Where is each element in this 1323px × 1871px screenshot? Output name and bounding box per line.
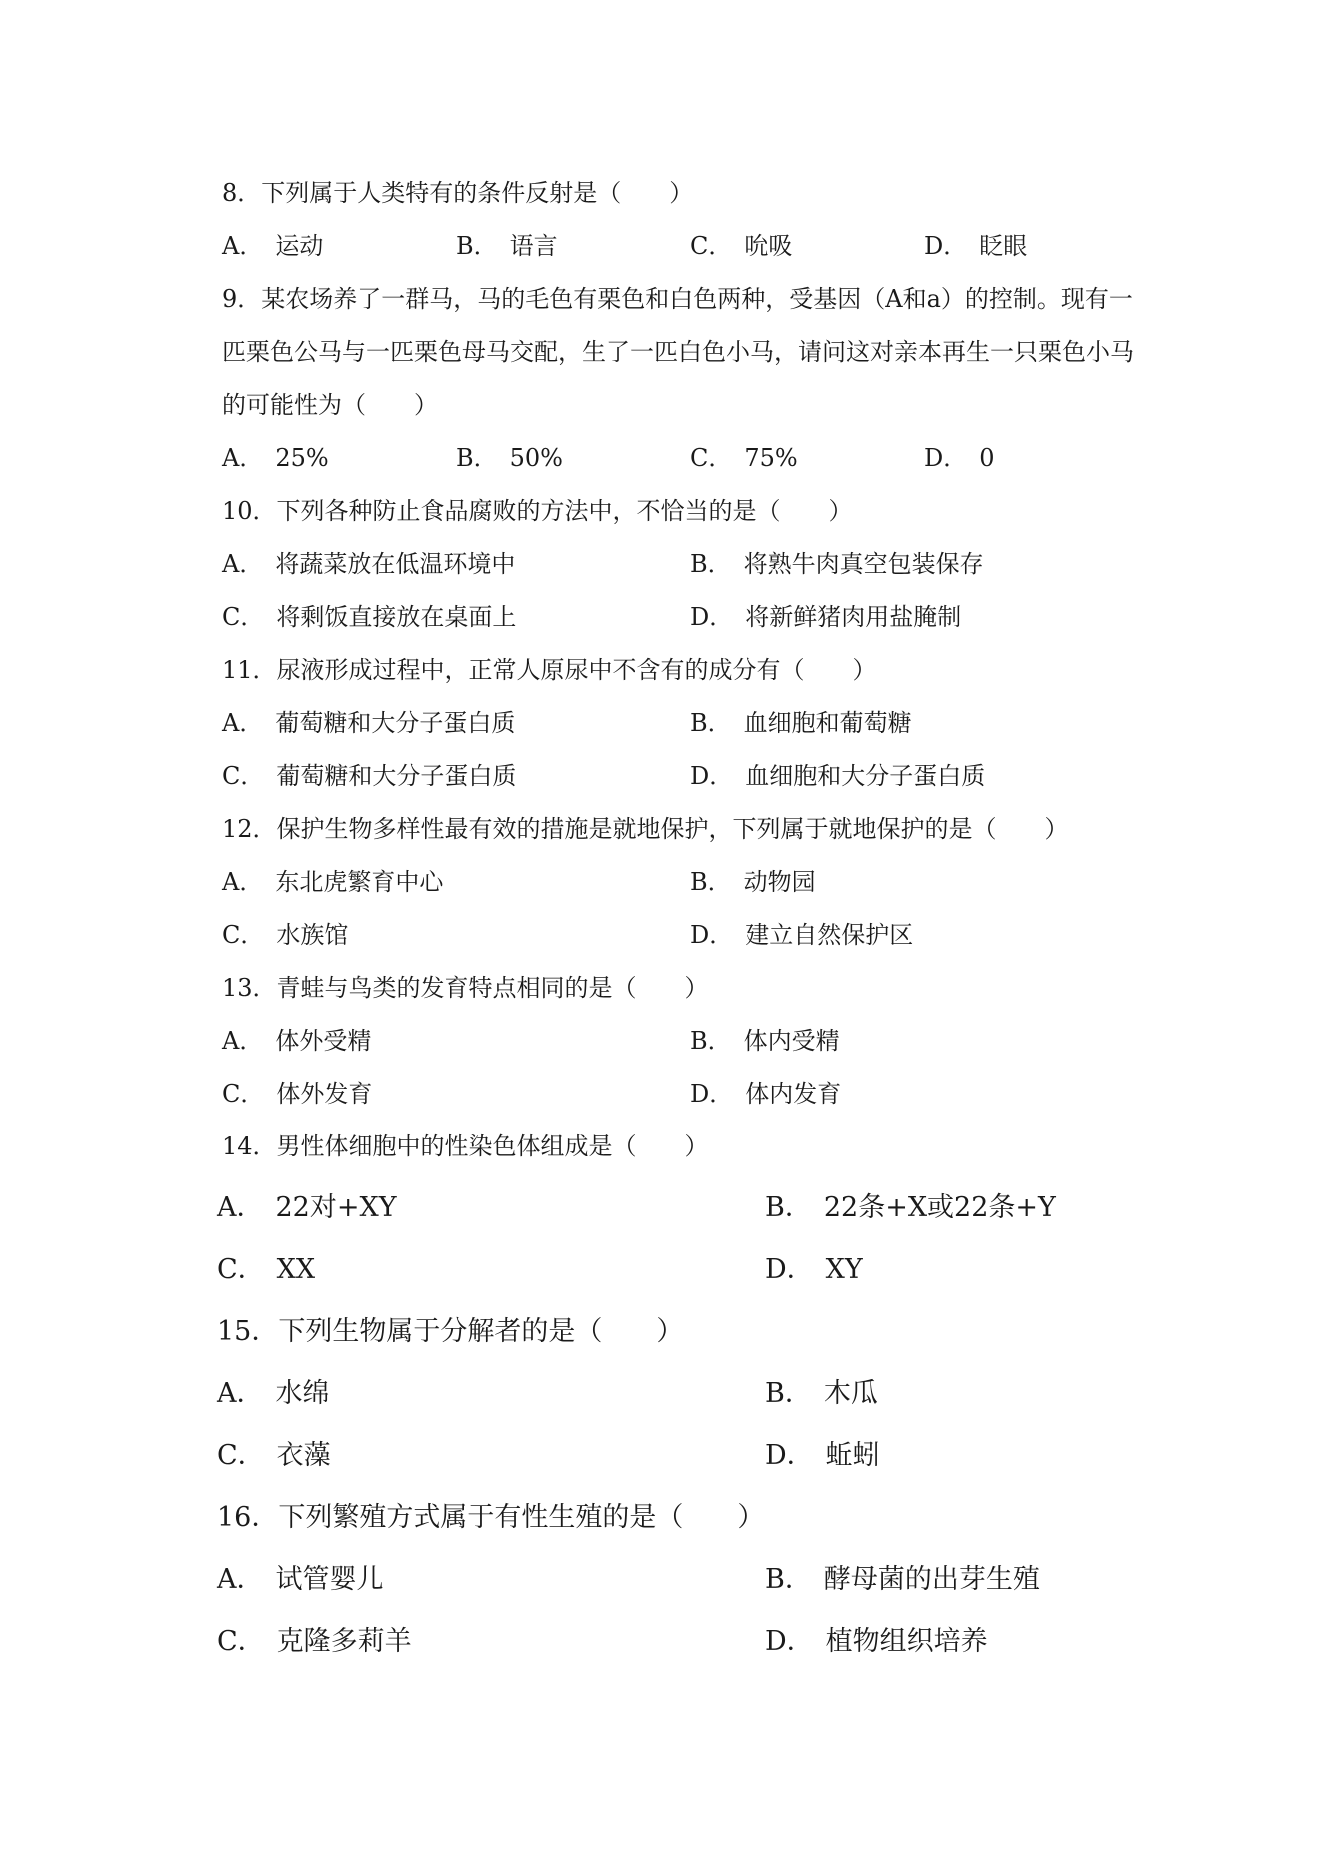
question-14-stem: 14．男性体细胞中的性染色体组成是（ ）: [222, 1132, 709, 1160]
option-letter: C．: [222, 1080, 265, 1108]
option-text: 建立自然保护区: [745, 921, 914, 949]
option-letter: B．: [690, 709, 732, 737]
option-text: 葡萄糖和大分子蛋白质: [275, 709, 516, 737]
option-text: 将剩饭直接放在桌面上: [276, 603, 517, 631]
option-text: 将蔬菜放在低温环境中: [275, 550, 516, 578]
question-9-stem-line-1: 9．某农场养了一群马，马的毛色有栗色和白色两种，受基因（A和a）的控制。现有一: [222, 285, 1133, 313]
option-letter: B．: [765, 1192, 812, 1223]
option-text: 体内发育: [745, 1080, 842, 1108]
option-letter: B．: [765, 1564, 812, 1595]
option-letter: B．: [690, 868, 732, 896]
option-letter: C．: [222, 762, 265, 790]
option-letter: D．: [690, 603, 734, 631]
option-text: 50%: [509, 444, 563, 472]
option-letter: D．: [690, 762, 734, 790]
option-text: 将熟牛肉真空包装保存: [743, 550, 984, 578]
question-9-stem-line-2: 匹栗色公马与一匹栗色母马交配，生了一匹白色小马，请问这对亲本再生一只栗色小马: [222, 338, 1134, 366]
option-letter: A．: [222, 868, 264, 896]
option-text: XX: [276, 1254, 316, 1285]
option-letter: A．: [222, 232, 264, 260]
option-letter: C．: [690, 232, 733, 260]
option-text: 将新鲜猪肉用盐腌制: [745, 603, 962, 631]
option-letter: D．: [765, 1440, 814, 1471]
option-text: 吮吸: [744, 232, 793, 260]
option-text: 血细胞和葡萄糖: [743, 709, 912, 737]
option-letter: A．: [217, 1378, 264, 1409]
option-letter: A．: [217, 1192, 264, 1223]
option-letter: D．: [765, 1626, 814, 1657]
option-text: 东北虎繁育中心: [275, 868, 444, 896]
option-letter: A．: [217, 1564, 264, 1595]
option-letter: C．: [217, 1440, 265, 1471]
option-text: 酵母菌的出芽生殖: [823, 1564, 1040, 1595]
option-text: 木瓜: [823, 1378, 878, 1409]
option-text: 75%: [744, 444, 798, 472]
option-text: 水绵: [275, 1378, 330, 1409]
option-text: XY: [825, 1254, 863, 1285]
option-text: 运动: [275, 232, 324, 260]
option-text: 克隆多莉羊: [276, 1626, 412, 1657]
option-text: 体外发育: [276, 1080, 373, 1108]
option-text: 血细胞和大分子蛋白质: [745, 762, 986, 790]
option-letter: C．: [222, 921, 265, 949]
option-letter: D．: [690, 921, 734, 949]
option-letter: B．: [765, 1378, 812, 1409]
option-text: 语言: [509, 232, 558, 260]
question-15-stem: 15．下列生物属于分解者的是（ ）: [217, 1316, 684, 1347]
question-16-stem: 16．下列繁殖方式属于有性生殖的是（ ）: [217, 1502, 765, 1533]
option-text: 眨眼: [979, 232, 1028, 260]
question-11-stem: 11．尿液形成过程中，正常人原尿中不含有的成分有（ ）: [222, 656, 877, 684]
option-text: 试管婴儿: [275, 1564, 384, 1595]
option-letter: C．: [217, 1626, 265, 1657]
option-letter: A．: [222, 1027, 264, 1055]
option-letter: A．: [222, 444, 264, 472]
option-letter: B．: [456, 444, 498, 472]
option-text: 动物园: [743, 868, 816, 896]
option-letter: D．: [690, 1080, 734, 1108]
option-text: 体外受精: [275, 1027, 372, 1055]
option-letter: B．: [690, 1027, 732, 1055]
question-13-stem: 13．青蛙与鸟类的发育特点相同的是（ ）: [222, 974, 709, 1002]
option-text: 水族馆: [276, 921, 349, 949]
option-letter: B．: [456, 232, 498, 260]
option-letter: B．: [690, 550, 732, 578]
option-text: 葡萄糖和大分子蛋白质: [276, 762, 517, 790]
option-text: 0: [979, 444, 995, 472]
option-text: 植物组织培养: [825, 1626, 988, 1657]
option-letter: D．: [924, 444, 968, 472]
question-8-stem: 8．下列属于人类特有的条件反射是（ ）: [222, 179, 694, 207]
option-letter: C．: [690, 444, 733, 472]
option-text: 体内受精: [743, 1027, 840, 1055]
option-text: 25%: [275, 444, 329, 472]
option-letter: C．: [222, 603, 265, 631]
option-text: 22条+X或22条+Y: [823, 1192, 1056, 1223]
option-text: 衣藻: [276, 1440, 331, 1471]
question-12-stem: 12．保护生物多样性最有效的措施是就地保护，下列属于就地保护的是（ ）: [222, 815, 1069, 843]
option-letter: D．: [765, 1254, 814, 1285]
question-10-stem: 10．下列各种防止食品腐败的方法中，不恰当的是（ ）: [222, 497, 853, 525]
option-text: 蚯蚓: [825, 1440, 880, 1471]
option-letter: A．: [222, 550, 264, 578]
question-9-stem-line-3: 的可能性为（ ）: [222, 391, 438, 419]
option-letter: A．: [222, 709, 264, 737]
option-text: 22对+XY: [275, 1192, 397, 1223]
option-letter: D．: [924, 232, 968, 260]
option-letter: C．: [217, 1254, 265, 1285]
